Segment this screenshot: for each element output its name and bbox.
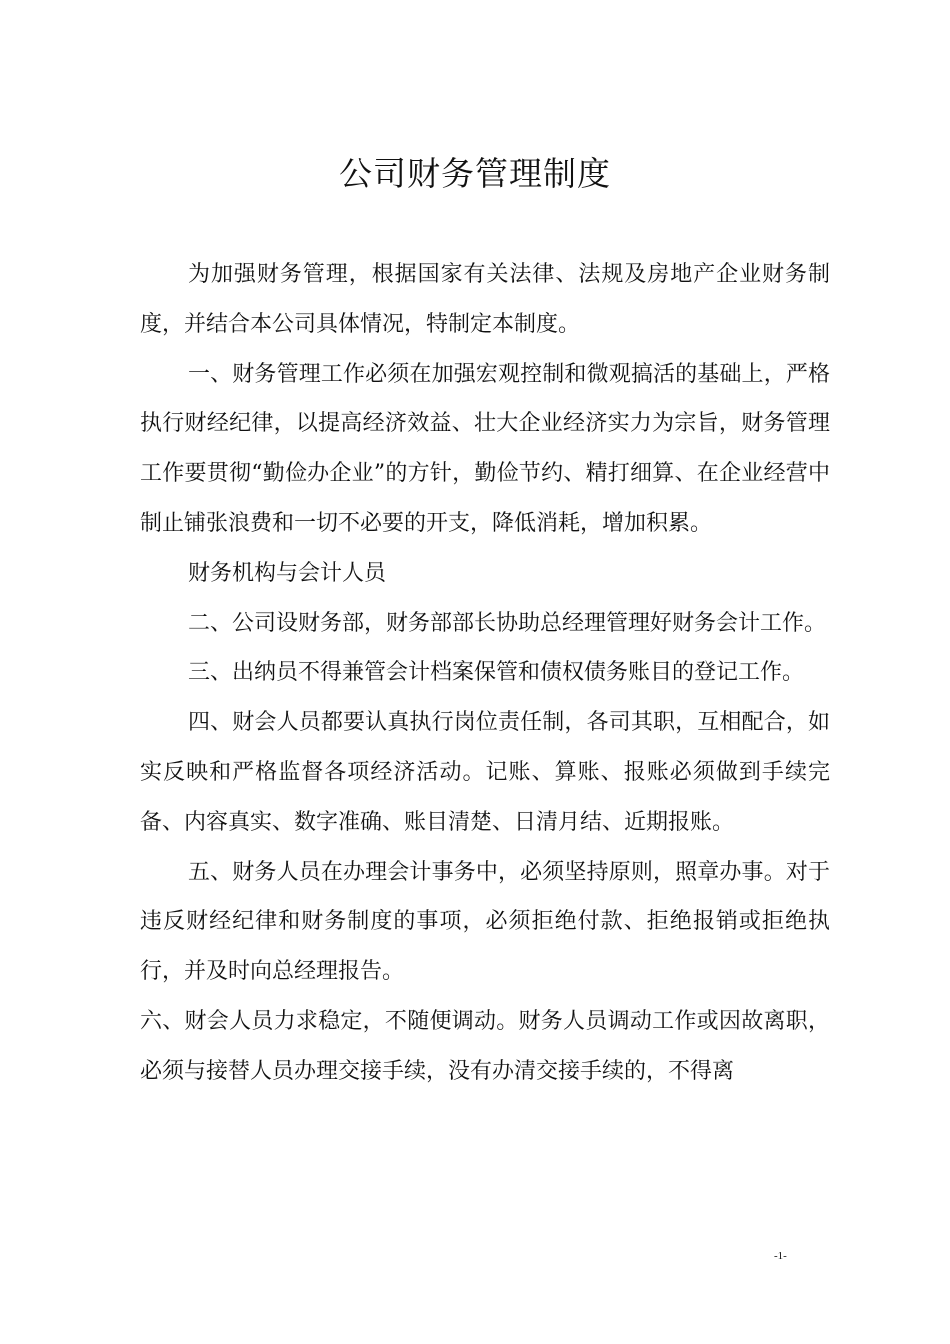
- document-body: [140, 250, 830, 1097]
- page-number: -1-: [774, 1250, 787, 1262]
- paragraph-intro: 为加强财务管理，根据国家有关法律、法规及房地产企业财务制度，并结合本公司具体情况，特制定本制度。: [140, 262, 830, 337]
- paragraph-clause-2: 二、公司设财务部，财务部部长协助总经理管理好财务会计工作。: [188, 610, 827, 636]
- document-title: 公司财务管理制度: [339, 154, 611, 193]
- paragraph-clause-6: 六、财会人员力求稳定，不随便调动。财务人员调动工作或因故离职，必须与接替人员办理交接手续，没有办清交接手续的，不得离: [140, 1008, 830, 1084]
- section-heading: 财务机构与会计人员: [188, 560, 387, 586]
- paragraph-clause-5: 五、财务人员在办理会计事务中，必须坚持原则，照章办事。对于违反财经纪律和财务制度的事项，必须拒绝付款、拒绝报销或拒绝执行，并及时向总经理报告。: [140, 859, 830, 985]
- paragraph-clause-1: 一、财务管理工作必须在加强宏观控制和微观搞活的基础上，严格执行财经纪律，以提高经济效益、壮大企业经济实力为宗旨，财务管理工作要贯彻“勤俭办企业”的方针，勤俭节约、精打细算、在企业经营中制止铺张浪费和一切不必要的开支，降低消耗，增加积累。: [140, 361, 830, 536]
- paragraph-clause-4: 四、财会人员都要认真执行岗位责任制，各司其职，互相配合，如实反映和严格监督各项经济活动。记账、算账、报账必须做到手续完备、内容真实、数字准确、账目清楚、日清月结、近期报账。: [140, 710, 830, 835]
- paragraph-clause-3: 三、出纳员不得兼管会计档案保管和债权债务账目的登记工作。: [188, 660, 805, 686]
